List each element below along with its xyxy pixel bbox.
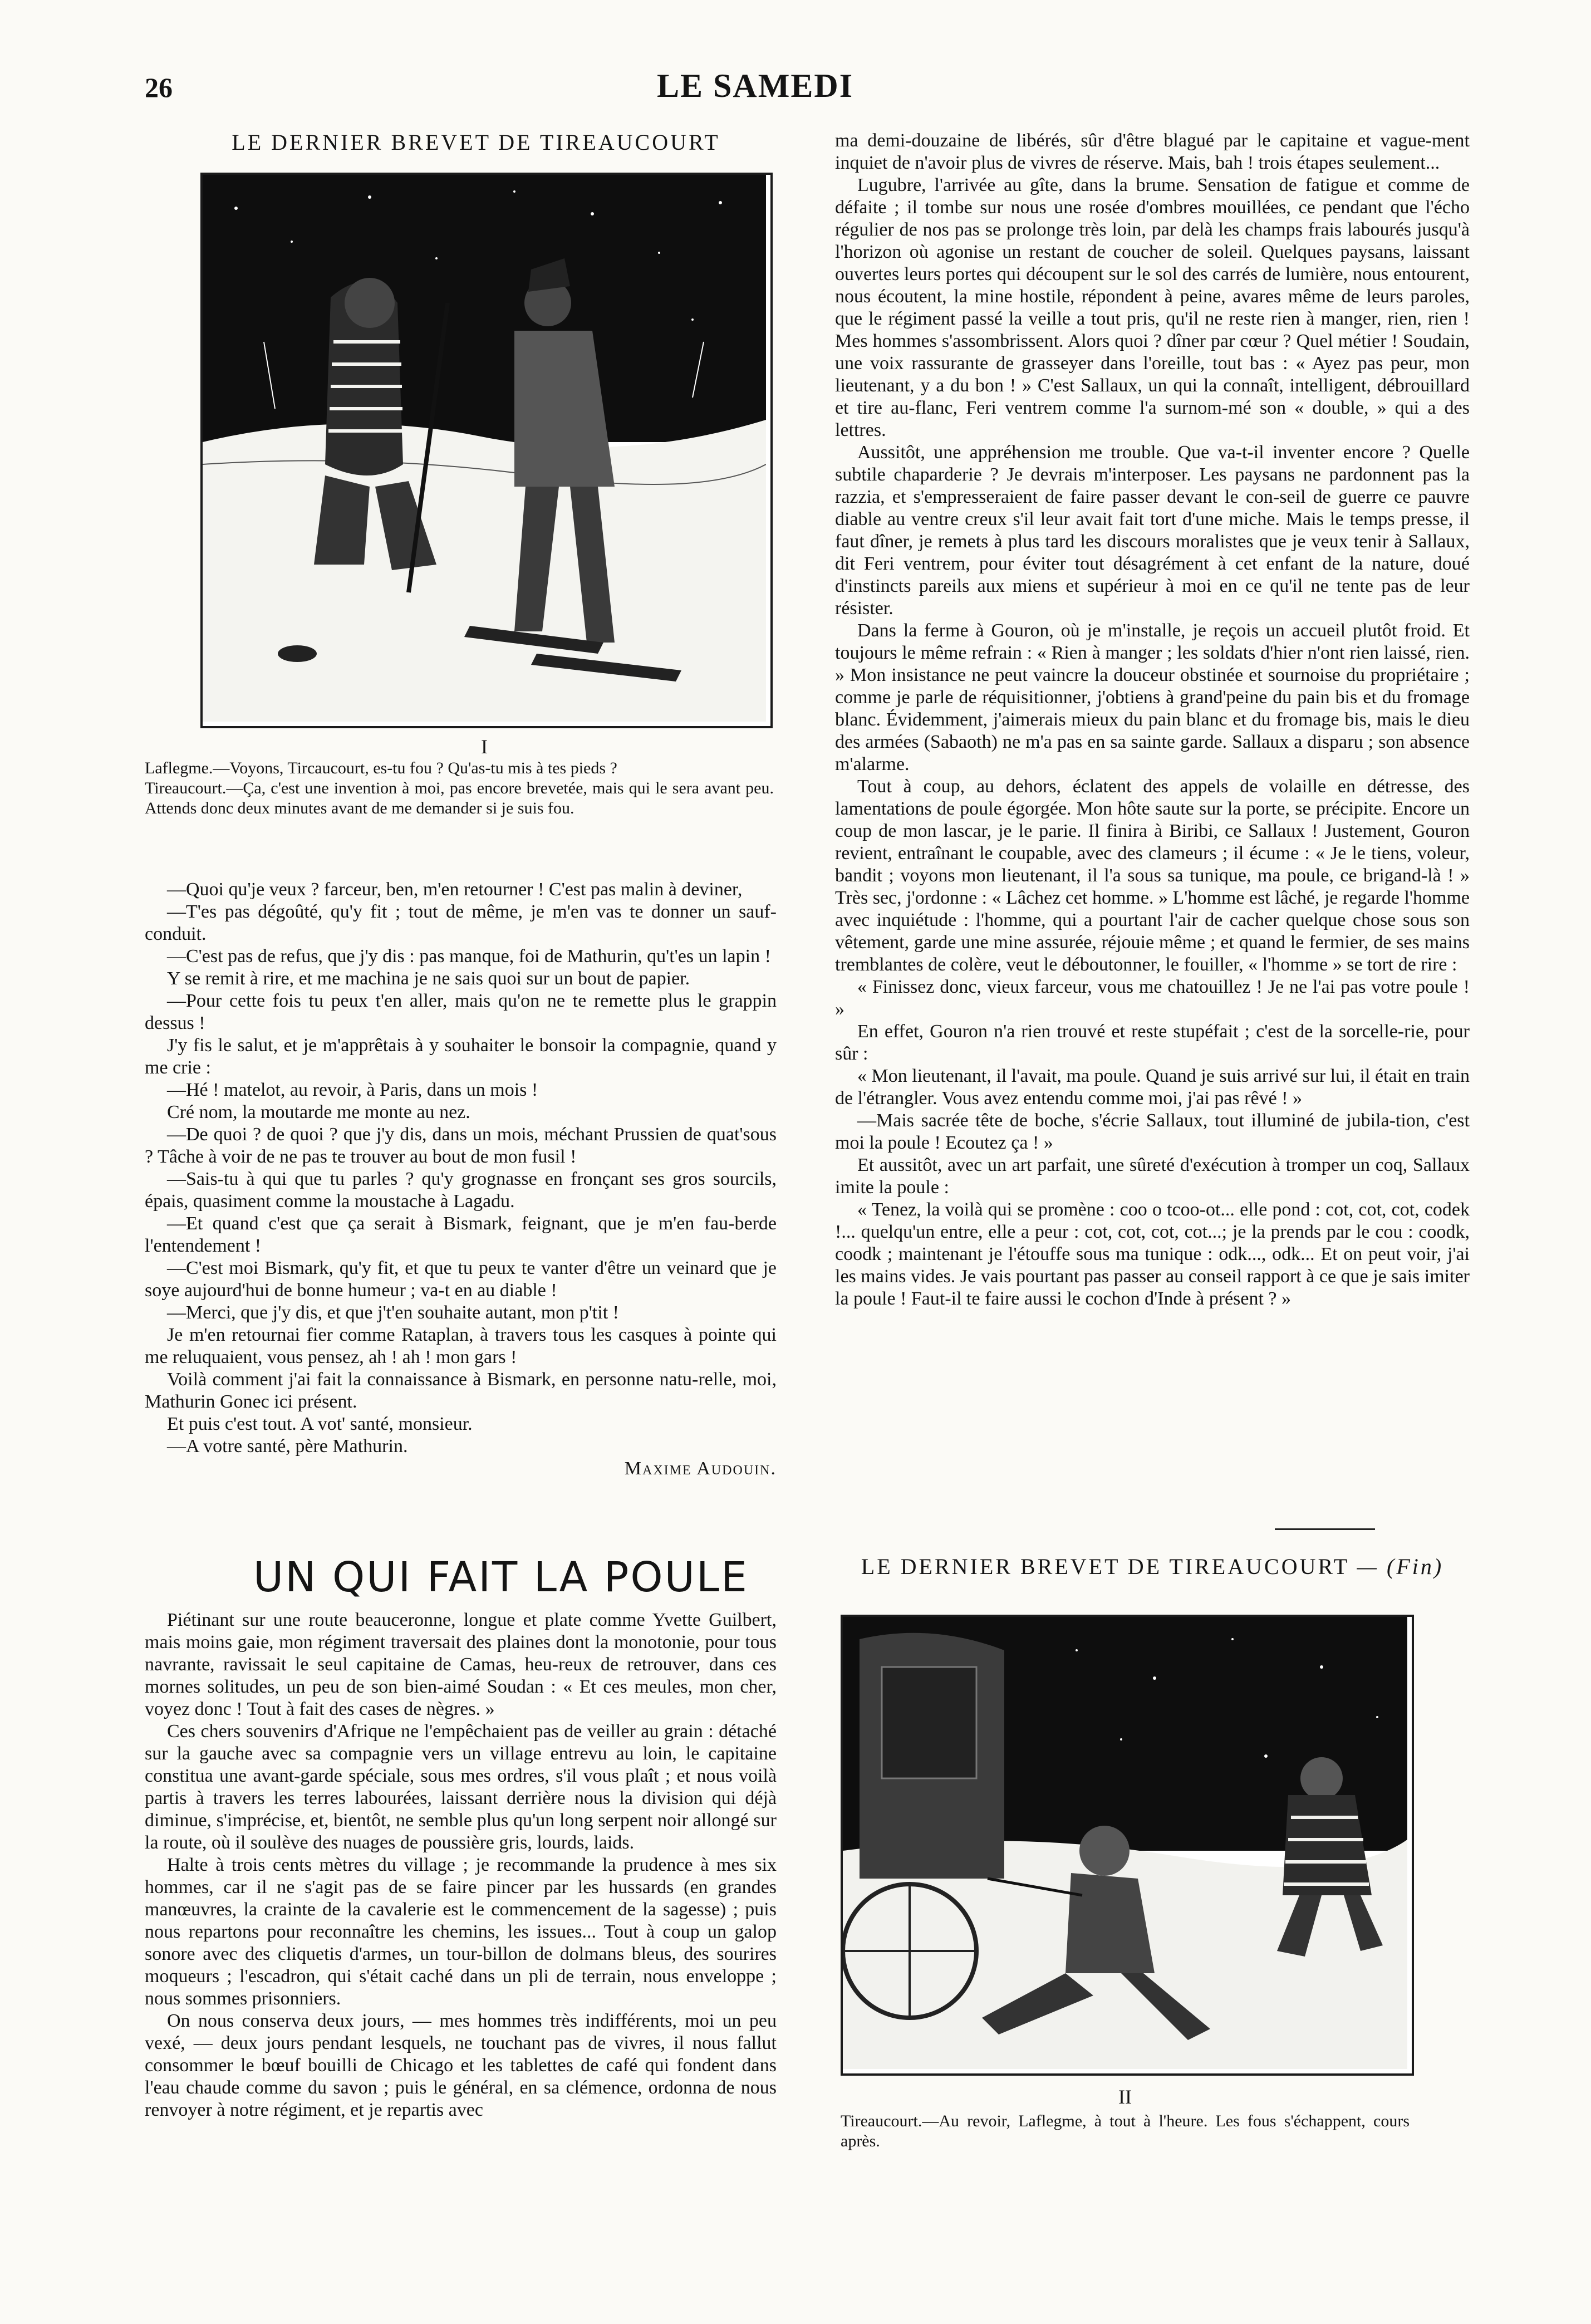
paragraph: Ces chers souvenirs d'Afrique ne l'empêchaient pas de veiller au grain : détaché sur la gauche avec sa compagnie vers un village entrevu au loin, le capitaine constitua une avant-garde spéciale, sous mes ordres, s'il vous plaît ; et nous voilà partis à travers les terres labourées, laissant derrière nous la division qui déjà diminue, s'imprécise, et, bientôt, ne semble plus qu'un long serpent noir allongé sur la route, où il soulève des nuages de poussière gris, lourds, laids. — [145, 1721, 777, 1853]
illustration-1-title: LE DERNIER BREVET DE TIREAUCOURT — [232, 130, 720, 155]
caption-line: Tireaucourt.—Ça, c'est une invention à moi, pas encore brevetée, mais qui le sera avant peu. Attends donc deux minutes avant de me demander si je suis fou. — [145, 779, 774, 817]
paragraph: Halte à trois cents mètres du village ; je recommande la prudence à mes six hommes, car il ne s'agit pas de se faire pincer par les hussards (en grandes manœuvres, la crainte de la cavalerie est le commencement de la sagesse) ; puis nous repartons pour reconnaître les chemins, les issues... Tout à coup un galop sonore avec des cliquetis d'armes, un tour-billon de dolmans bleus, des sourires moqueurs ; l'escadron, qui s'était caché dans un pli de terrain, nous enveloppe ; nous sommes prisonniers. — [145, 1855, 777, 2009]
paragraph: En effet, Gouron n'a rien trouvé et reste stupéfait ; c'est de la sorcelle-rie, pour sûr : — [835, 1021, 1470, 1064]
illustration-2-title — [835, 1553, 1470, 1580]
paragraph: « Mon lieutenant, il l'avait, ma poule. Quand je suis arrivé sur lui, il était en train de l'étrangler. Vous avez entendu comme moi, j'ai pas rêvé ! » — [835, 1066, 1470, 1109]
paragraph: Voilà comment j'ai fait la connaissance à Bismark, en personne natu-relle, moi, Mathurin Gonec ici présent. — [145, 1369, 777, 1412]
paragraph: Je m'en retournai fier comme Rataplan, à travers tous les casques à pointe qui me reluquaient, vous pensez, ah ! ah ! mon gars ! — [145, 1325, 777, 1367]
paragraph: « Tenez, la voilà qui se promène : coo o tcoo-ot... elle pond : cot, cot, cot, codek !... quelqu'un entre, elle a peur : cot, cot, cot, cot...; je la prends par le cou : coodk, coodk ; maintenant je l'étouffe sous ma tunique : odk..., odk... Et on peut voir, j'ai les mains vides. Je vais pourtant pas passer au conseil rapport à ce que je sais imiter la poule ! Faut-il te faire aussi le cochon d'Inde à présent ? » — [835, 1199, 1470, 1309]
paragraph: —Et quand c'est que ça serait à Bismark, feignant, que je m'en fau-berde l'entendement ! — [145, 1213, 777, 1256]
plate-number-2: II — [1118, 2086, 1132, 2108]
article-title: UN QUI FAIT LA POULE — [253, 1553, 749, 1601]
paragraph: —T'es pas dégoûté, qu'y fit ; tout de même, je m'en vas te donner un sauf-conduit. — [145, 901, 777, 944]
story-1-text — [145, 879, 777, 1480]
journal-title: LE SAMEDI — [657, 67, 854, 104]
paragraph: ma demi-douzaine de libérés, sûr d'être blagué par le capitaine et vague-ment inquiet de n'avoir plus de vivres de réserve. Mais, bah ! trois étapes seulement... — [835, 130, 1470, 173]
paragraph: —Sais-tu à qui que tu parles ? qu'y grognasse en fronçant ses gros sourcils, épais, quasiment comme la moustache à Lagadu. — [145, 1169, 777, 1212]
illustration-2-title-suffix: — (Fin) — [1357, 1554, 1444, 1579]
illustration-2-title-text: LE DERNIER BREVET DE TIREAUCOURT — [861, 1554, 1349, 1579]
plate-number-1: I — [481, 736, 488, 758]
illustration-1-caption — [145, 758, 774, 818]
paragraph: —Quoi qu'je veux ? farceur, ben, m'en retourner ! C'est pas malin à deviner, — [167, 879, 743, 900]
paragraph: —Merci, que j'y dis, et que j't'en souhaite autant, mon p'tit ! — [167, 1302, 619, 1323]
illustration-2-caption: Tireaucourt.—Au revoir, Laflegme, à tout à l'heure. Les fous s'échappent, cours après. — [841, 2112, 1410, 2150]
page-number: 26 — [145, 72, 173, 103]
illustration-1-drawing — [203, 175, 766, 722]
paragraph: Dans la ferme à Gouron, où je m'installe, je reçois un accueil plutôt froid. Et toujours le même refrain : « Rien à manger ; les soldats d'hier n'ont rien laissé, rien. » Mon insistance ne peut vaincre la douceur obstinée et sournoise du propriétaire ; comme je parle de réquisitionner, j'obtiens à grand'peine du pain bis et du fromage blanc. Évidemment, j'aimerais mieux du pain blanc et du fromage bis, mais le dieu des armées (Sabaoth) ne m'a pas en sa sainte garde. Sallaux a disparu ; son absence m'alarme. — [835, 620, 1470, 774]
illustration-2-drawing — [843, 1617, 1407, 2069]
paragraph: —Mais sacrée tête de boche, s'écrie Sallaux, tout illuminé de jubila-tion, c'est moi la poule ! Ecoutez ça ! » — [835, 1110, 1470, 1153]
paragraph: Tout à coup, au dehors, éclatent des appels de volaille en détresse, des lamentations de poule égorgée. Mon hôte saute sur la porte, se précipite. Encore un coup de mon lascar, je le parie. Il finira à Biribi, ce Sallaux ! Justement, Gouron revient, entraînant le coupable, avec des clameurs ; il écume : « Je le tiens, voleur, bandit ; voyons mon lieutenant, il l'a sous sa tunique, ma poule, ce brigand-là ! » Très sec, j'ordonne : « Lâchez cet homme. » L'homme est lâché, je regarde l'homme avec inquiétude : l'homme, qui a pourtant l'air de cacher quelque chose sous son vêtement, garde une mine assurée, réjouie même ; et quand le fermier, de ses mains tremblantes de colère, veut le déboutonner, le fouiller, « l'homme » se tort de rire : — [835, 776, 1470, 975]
story-2-left-text — [145, 1609, 777, 2121]
paragraph: —C'est moi Bismark, qu'y fit, et que tu peux te vanter d'être un veinard que je soye aujourd'hui de bonne humeur ; va-t en au diable ! — [145, 1258, 777, 1301]
caption-line: Laflegme.—Voyons, Tircaucourt, es-tu fou ? Qu'as-tu mis à tes pieds ? — [145, 759, 617, 777]
paragraph: J'y fis le salut, et je m'apprêtais à y souhaiter le bonsoir la compagnie, quand y me crie : — [145, 1035, 777, 1078]
paragraph: —Pour cette fois tu peux t'en aller, mais qu'on ne te remette plus le grappin dessus ! — [145, 991, 777, 1033]
paragraph: —De quoi ? de quoi ? que j'y dis, dans un mois, méchant Prussien de quat'sous ? Tâche à voir de ne pas te trouver au bout de mon fusil ! — [145, 1124, 777, 1167]
paragraph: Aussitôt, une appréhension me trouble. Que va-t-il inventer encore ? Quelle subtile chaparderie ? Je devrais m'interposer. Les paysans ne pardonnent pas la razzia, et s'empresseraient de faire passer devant le con-seil de guerre ce pauvre diable au ventre creux s'il leur avait fait tort d'une miche. Mais le temps presse, il faut dîner, je remets à plus tard les discours moralistes que je veux tenir à Sallaux, dit Feri ventrem, pour éviter tout désagrément à cet enfant de la nature, doué d'instincts pareils aux miens et supérieur à moi en ce qu'il ne tente pas de leur résister. — [835, 442, 1470, 619]
author-signature: Maxime Audouin. — [624, 1458, 777, 1479]
illustration-2 — [841, 1615, 1414, 2076]
paragraph: —A votre santé, père Mathurin. — [167, 1436, 408, 1457]
paragraph: Et aussitôt, avec un art parfait, une sûreté d'exécution à tromper un coq, Sallaux imite la poule : — [835, 1155, 1470, 1198]
story-2-right-text — [835, 130, 1470, 1310]
paragraph: Et puis c'est tout. A vot' santé, monsieur. — [167, 1414, 473, 1434]
paragraph: Cré nom, la moutarde me monte au nez. — [167, 1102, 470, 1122]
paragraph: Lugubre, l'arrivée au gîte, dans la brume. Sensation de fatigue et comme de défaite ; il tombe sur nous une rosée d'ombres mouillées, ce pendant que l'écho régulier de nos pas se prolonge très loin, par delà les champs frais labourés jusqu'à l'horizon où agonise un restant de coucher de soleil. Quelques paysans, laissant ouvertes leurs portes qui découpent sur le sol des carrés de lumière, nous entourent, nous écoutent, la mine hostile, répondent à peine, avares même de leurs paroles, que le régiment passé la veille a tout pris, qu'il ne reste rien à manger, rien, rien ! Mes hommes s'assombrissent. Alors quoi ? dîner par cœur ? Quel métier ! Soudain, une voix rassurante de grasseyer dans l'oreille, tout bas : « Ayez pas peur, mon lieutenant, y a du bon ! » C'est Sallaux, un qui la connaît, intelligent, débrouillard et tire au-flanc, Feri ventrem comme l'a surnom-mé son « double, » qui a des lettres. — [835, 175, 1470, 440]
paragraph: —C'est pas de refus, que j'y dis : pas manque, foi de Mathurin, qu't'es un lapin ! — [167, 946, 771, 967]
paragraph: Piétinant sur une route beauceronne, longue et plate comme Yvette Guilbert, mais moins gaie, mon régiment traversait des plaines dont la monotonie, pour tous navrante, ravissait le seul capitaine de Camas, heu-reux de retrouver, dans ces mornes solitudes, un peu de son bien-aimé Soudan : « Et ces meules, mon cher, voyez donc ! Tout à fait des cases de nègres. » — [145, 1610, 777, 1719]
paragraph: Y se remit à rire, et me machina je ne sais quoi sur un bout de papier. — [167, 968, 690, 989]
paragraph: « Finissez donc, vieux farceur, vous me chatouillez ! Je ne l'ai pas votre poule ! » — [835, 977, 1470, 1019]
paragraph: —Hé ! matelot, au revoir, à Paris, dans un mois ! — [167, 1080, 538, 1100]
section-divider — [1275, 1528, 1375, 1530]
paragraph: On nous conserva deux jours, — mes hommes très indifférents, moi un peu vexé, — deux jours pendant lesquels, ne touchant pas de vivres, il nous fallut consommer le bœuf bouilli de Chicago et les tablettes de café qui fondent dans l'eau chaude comme du savon ; puis le général, en sa clémence, ordonna de nous renvoyer à notre régiment, et je repartis avec — [145, 2011, 777, 2120]
illustration-1 — [200, 173, 773, 728]
